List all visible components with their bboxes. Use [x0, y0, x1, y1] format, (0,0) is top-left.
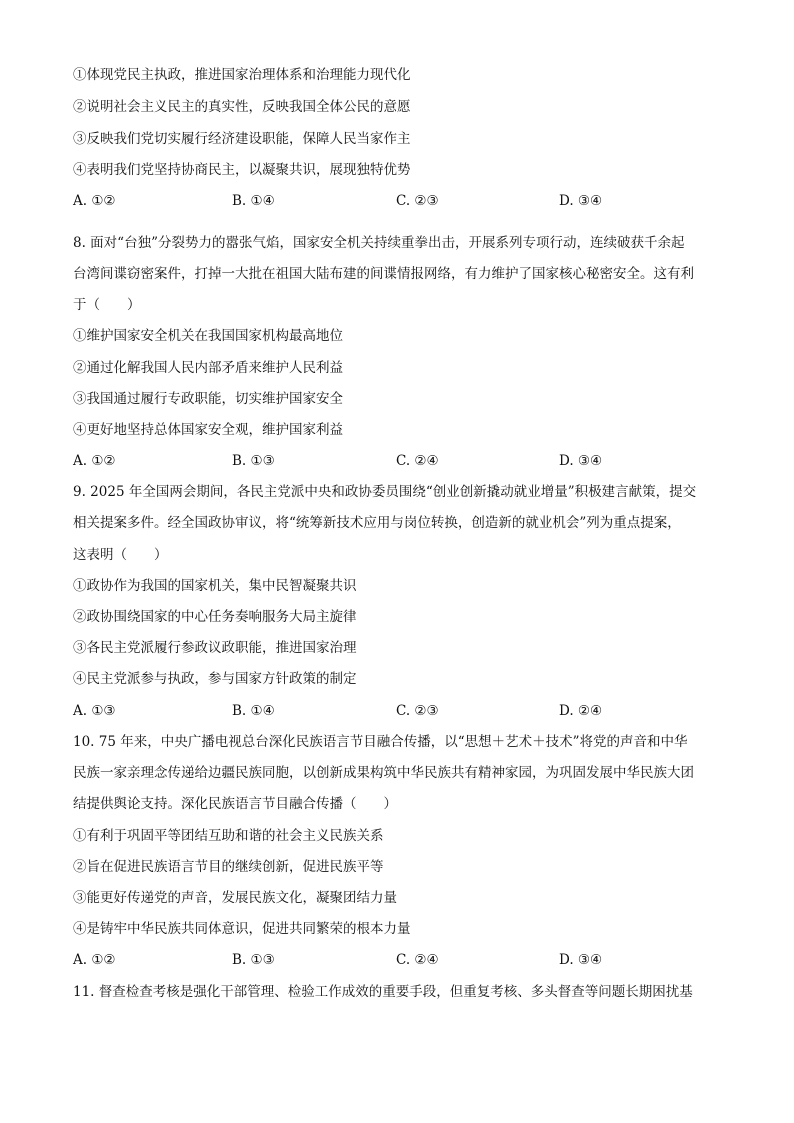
q9-option-b[interactable]: B. ①④ — [232, 703, 275, 719]
q8-option-d[interactable]: D. ③④ — [559, 453, 603, 469]
q7-option-b[interactable]: B. ①④ — [232, 193, 275, 209]
q10-stem-line-1: 10. 75 年来，中央广播电视总台深化民族语言节目融合传播，以“思想＋艺术＋技术”将党的声音和中华 — [73, 734, 688, 750]
q9-option-a[interactable]: A. ①③ — [73, 703, 116, 719]
q11-stem-line-1: 11. 督查检查考核是强化干部管理、检验工作成效的重要手段，但重复考核、多头督查等问题长期困扰基 — [73, 984, 693, 1000]
q8-statement-4: ④更好地坚持总体国家安全观，维护国家利益 — [73, 422, 343, 438]
q7-statement-2: ②说明社会主义民主的真实性，反映我国全体公民的意愿 — [73, 99, 411, 115]
q8-statement-3: ③我国通过履行专政职能，切实维护国家安全 — [73, 391, 343, 407]
q10-option-a[interactable]: A. ①② — [73, 952, 116, 968]
q8-option-b[interactable]: B. ①③ — [232, 453, 275, 469]
q10-option-d[interactable]: D. ③④ — [559, 952, 603, 968]
q7-option-d[interactable]: D. ③④ — [559, 193, 603, 209]
q7-statement-3: ③反映我们党切实履行经济建设职能，保障人民当家作主 — [73, 131, 411, 147]
q8-stem-line-2: 台湾间谍窃密案件，打掉一大批在祖国大陆布建的间谍情报网络，有力维护了国家核心秘密安全。这有利 — [73, 266, 694, 282]
q7-option-c[interactable]: C. ②③ — [396, 193, 439, 209]
q9-stem-line-3: 这表明（ ） — [73, 547, 168, 563]
q7-statement-4: ④表明我们党坚持协商民主，以凝聚共识，展现独特优势 — [73, 162, 411, 178]
q9-options — [73, 702, 723, 720]
q8-statement-1: ①维护国家安全机关在我国国家机构最高地位 — [73, 328, 343, 344]
q7-statement-1: ①体现党民主执政，推进国家治理体系和治理能力现代化 — [73, 67, 411, 83]
q10-options — [73, 951, 723, 969]
q8-statement-2: ②通过化解我国人民内部矛盾来维护人民利益 — [73, 360, 343, 376]
q8-option-c[interactable]: C. ②④ — [396, 453, 439, 469]
q9-statement-3: ③各民主党派履行参政议政职能，推进国家治理 — [73, 640, 357, 656]
q7-option-a[interactable]: A. ①② — [73, 193, 116, 209]
q8-stem-line-1: 8. 面对“台独”分裂势力的嚣张气焰，国家安全机关持续重拳出击，开展系列专项行动，连续破获千余起 — [73, 235, 685, 251]
q10-option-b[interactable]: B. ①③ — [232, 952, 275, 968]
q9-statement-4: ④民主党派参与执政，参与国家方针政策的制定 — [73, 671, 357, 687]
q10-option-c[interactable]: C. ②④ — [396, 952, 439, 968]
q10-statement-4: ④是铸牢中华民族共同体意识，促进共同繁荣的根本力量 — [73, 921, 411, 937]
q9-statement-1: ①政协作为我国的国家机关，集中民智凝聚共识 — [73, 578, 357, 594]
q9-option-d[interactable]: D. ②④ — [559, 703, 603, 719]
q10-stem-line-3: 结提供舆论支持。深化民族语言节目融合传播（ ） — [73, 796, 397, 812]
q9-option-c[interactable]: C. ②③ — [396, 703, 439, 719]
q7-options — [73, 192, 723, 210]
q10-statement-3: ③能更好传递党的声音，发展民族文化，凝聚团结力量 — [73, 890, 397, 906]
q9-stem-line-2: 相关提案多件。经全国政协审议，将“统筹新技术应用与岗位转换，创造新的就业机会”列为重点提案， — [73, 515, 681, 531]
q10-statement-2: ②旨在促进民族语言节目的继续创新，促进民族平等 — [73, 859, 384, 875]
q8-options — [73, 452, 723, 470]
q9-statement-2: ②政协围绕国家的中心任务奏响服务大局主旋律 — [73, 609, 357, 625]
q10-stem-line-2: 民族一家亲理念传递给边疆民族同胞，以创新成果构筑中华民族共有精神家园，为巩固发展中华民族大团 — [73, 765, 694, 781]
q8-stem-line-3: 于（ ） — [73, 297, 141, 313]
q10-statement-1: ①有利于巩固平等团结互助和谐的社会主义民族关系 — [73, 828, 384, 844]
q8-option-a[interactable]: A. ①② — [73, 453, 116, 469]
q9-stem-line-1: 9. 2025 年全国两会期间，各民主党派中央和政协委员围绕“创业创新撬动就业增量”积极建言献策，提交 — [73, 484, 697, 500]
